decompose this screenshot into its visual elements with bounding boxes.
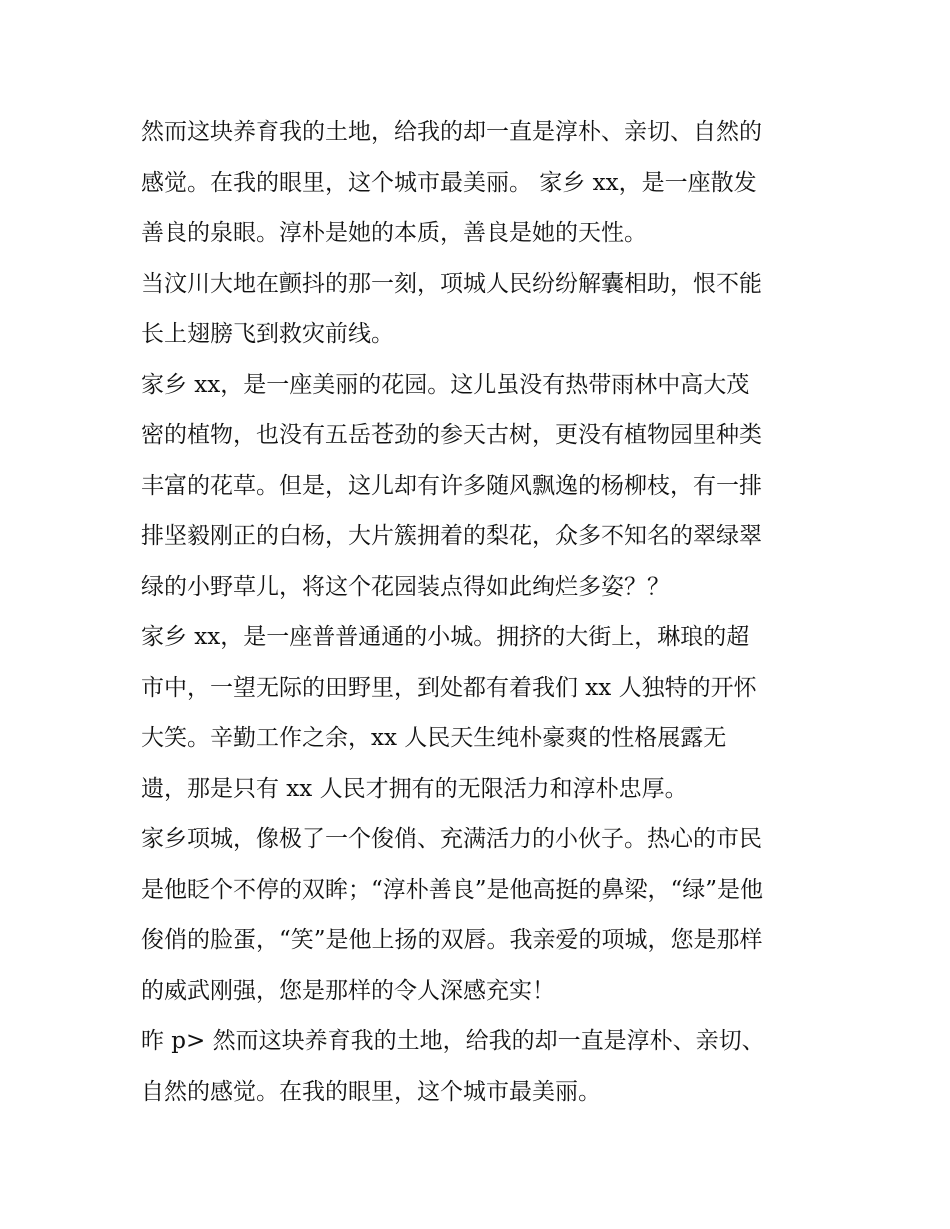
text-line: 家乡项城，像极了一个俊俏、充满活力的小伙子。热心的市民 bbox=[141, 826, 762, 852]
text-line: 当汶川大地在颤抖的那一刻，项城人民纷纷解囊相助，恨不能 bbox=[141, 270, 762, 297]
text-line: 密的植物，也没有五岳苍劲的参天古树，更没有植物园里种类 bbox=[141, 422, 762, 448]
text-line: 遗，那是只有 xx 人民才拥有的无限活力和淳朴忠厚。 bbox=[141, 775, 688, 802]
text-line: 是他眨个不停的双眸；“淳朴善良”是他高挺的鼻梁，“绿”是他 bbox=[141, 876, 764, 903]
text-line: 家乡 xx，是一座美丽的花园。这儿虽没有热带雨林中高大茂 bbox=[141, 371, 750, 398]
text-line: 昨 p> 然而这块养育我的土地，给我的却一直是淳朴、亲切、 bbox=[141, 1028, 765, 1054]
text-line: 丰富的花草。但是，这儿却有许多随风飘逸的杨柳枝，有一排 bbox=[141, 472, 762, 499]
text-line: 的威武刚强，您是那样的令人深感充实！ bbox=[141, 977, 555, 1004]
text-line: 排坚毅刚正的白杨，大片簇拥着的梨花，众多不知名的翠绿翠 bbox=[141, 523, 762, 549]
text-line: 善良的泉眼。淳朴是她的本质，善良是她的天性。 bbox=[141, 220, 647, 246]
body-text bbox=[141, 107, 821, 1117]
text-line: 自然的感觉。在我的眼里，这个城市最美丽。 bbox=[141, 1078, 601, 1105]
text-line: 绿的小野草儿，将这个花园装点得如此绚烂多姿？？ bbox=[141, 573, 670, 600]
text-line: 长上翅膀飞到救灾前线。 bbox=[141, 321, 394, 347]
text-line: 家乡 xx，是一座普普通通的小城。拥挤的大街上，琳琅的超 bbox=[141, 624, 750, 650]
text-line: 然而这块养育我的土地，给我的却一直是淳朴、亲切、自然的 bbox=[141, 119, 762, 145]
text-line: 俊俏的脸蛋，“笑”是他上扬的双唇。我亲爱的项城，您是那样 bbox=[141, 927, 763, 953]
text-line: 大笑。辛勤工作之余，xx 人民天生纯朴豪爽的性格展露无 bbox=[141, 725, 727, 751]
text-line: 市中，一望无际的田野里，到处都有着我们 xx 人独特的开怀 bbox=[141, 674, 757, 701]
text-line: 感觉。在我的眼里，这个城市最美丽。 家乡 xx，是一座散发 bbox=[141, 169, 757, 196]
